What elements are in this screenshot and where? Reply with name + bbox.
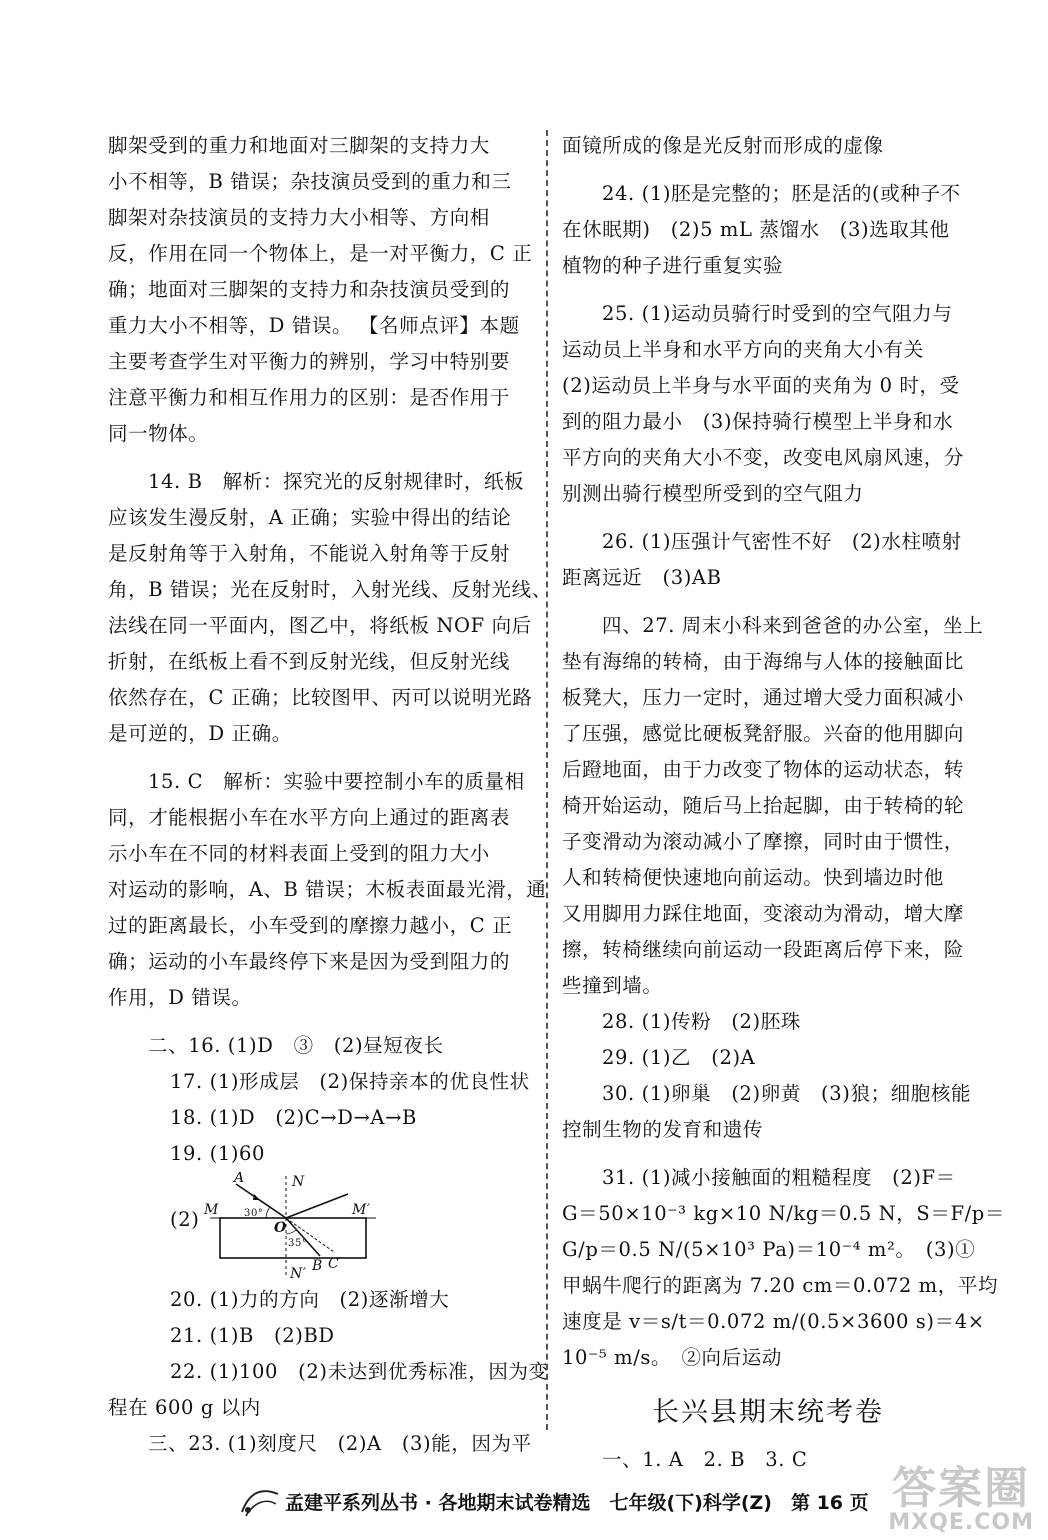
text-line: 重力大小不相等，D 错误。 【名师点评】本题 bbox=[108, 314, 520, 337]
answers-28-30 bbox=[562, 1004, 974, 1148]
text-line: 注意平衡力和相互作用力的区别：是否作用于 bbox=[108, 386, 511, 409]
label-C: C bbox=[328, 1256, 340, 1272]
q14-answer bbox=[108, 464, 552, 752]
text-line: 26. (1)压强计气密性不好 (2)水柱喷射 bbox=[602, 530, 962, 553]
text-line: 主要考查学生对平衡力的辨别，学习中特别要 bbox=[108, 350, 511, 373]
diagram-part-label: (2) bbox=[170, 1208, 200, 1231]
answer-30: 30. (1)卵巢 (2)卵黄 (3)狼；细胞核能 bbox=[602, 1082, 972, 1105]
text-line: 椅开始运动，随后马上抬起脚，由于转椅的轮 bbox=[562, 794, 965, 817]
text-line: 对运动的影响，A、B 错误；木板表面最光滑，通 bbox=[108, 878, 547, 901]
text-line: 又用脚用力踩住地面，变滚动为滑动，增大摩 bbox=[562, 902, 965, 925]
q31-answer bbox=[562, 1160, 1005, 1376]
answer-22-continued: 程在 600 g 以内 bbox=[108, 1396, 261, 1419]
text-line: 作用，D 错误。 bbox=[108, 986, 252, 1009]
text-line: G＝50×10⁻³ kg×10 N/kg＝0.5 N，S＝F/p＝ bbox=[562, 1202, 1005, 1225]
text-line: 14. B 解析：探究光的反射规律时，纸板 bbox=[148, 470, 525, 493]
text-line: 垫有海绵的转椅，由于海绵与人体的接触面比 bbox=[562, 650, 965, 673]
text-line: 些撞到墙。 bbox=[562, 974, 663, 997]
refracted-ray bbox=[286, 1218, 320, 1256]
right-column bbox=[562, 128, 1005, 1478]
text-line: 脚架对杂技演员的支持力大小相等、方向相 bbox=[108, 206, 490, 229]
label-M: M bbox=[204, 1202, 219, 1218]
label-angle-35: 35° bbox=[288, 1238, 308, 1249]
answer-23: 三、23. (1)刻度尺 (2)A (3)能，因为平 bbox=[148, 1432, 532, 1455]
answer-22: 22. (1)100 (2)未达到优秀标准，因为变 bbox=[170, 1360, 549, 1383]
answers-16-19 bbox=[108, 1028, 532, 1172]
text-line: 子变滑动为滚动减小了摩擦，同时由于惯性， bbox=[562, 830, 965, 853]
text-line: 一、1. A 2. B 3. C bbox=[602, 1448, 808, 1471]
text-line: 甲蜗牛爬行的距离为 7.20 cm＝0.072 m，平均 bbox=[562, 1274, 999, 1297]
text-line: 别测出骑行模型所受到的空气阻力 bbox=[562, 482, 864, 505]
text-line: 角，B 错误；光在反射时，入射光线、反射光线、 bbox=[108, 578, 552, 601]
text-line: 依然存在，C 正确；比较图甲、丙可以说明光路 bbox=[108, 686, 533, 709]
text-line: 同一物体。 bbox=[108, 422, 209, 445]
text-line: 平方向的夹角大小不变，改变电风扇风速，分 bbox=[562, 446, 965, 469]
text-line: 确；运动的小车最终停下来是因为受到阻力的 bbox=[108, 950, 511, 973]
text-line: 是反射角等于入射角，不能说入射角等于反射 bbox=[108, 542, 511, 565]
q24-answer bbox=[562, 176, 974, 284]
text-line: 板凳大，压力一定时，通过增大受力面积减小 bbox=[562, 686, 965, 709]
label-B: B bbox=[312, 1258, 323, 1274]
text-line: 距离远近 (3)AB bbox=[562, 566, 722, 589]
answers-20-23 bbox=[108, 1282, 549, 1462]
answer-20: 20. (1)力的方向 (2)逐渐增大 bbox=[170, 1288, 450, 1311]
text-line: 示小车在不同的材料表面上受到的阻力大小 bbox=[108, 842, 490, 865]
label-A: A bbox=[234, 1172, 245, 1186]
text-line: 面镜所成的像是光反射而形成的虚像 bbox=[562, 134, 884, 157]
label-N: N bbox=[292, 1174, 305, 1190]
q26-answer bbox=[562, 524, 974, 596]
q25-answer bbox=[562, 296, 974, 512]
watermark-main: 答案圈 bbox=[892, 1463, 1031, 1514]
answer-28: 28. (1)传粉 (2)胚珠 bbox=[602, 1010, 801, 1033]
text-line: 10⁻⁵ m/s。 ②向后运动 bbox=[562, 1346, 782, 1369]
text-line: 人和转椅便快速地向前运动。快到墙边时他 bbox=[562, 866, 944, 889]
text-line: 了压强，感觉比硬板凳舒服。兴奋的他用脚向 bbox=[562, 722, 965, 745]
text-line: 脚架受到的重力和地面对三脚架的支持力大 bbox=[108, 134, 490, 157]
text-line: 同，才能根据小车在水平方向上通过的距离表 bbox=[108, 806, 511, 829]
text-line: 到的阻力最小 (3)保持骑行模型上半身和水 bbox=[562, 410, 954, 433]
label-angle-30: 30° bbox=[244, 1208, 264, 1219]
answer-29: 29. (1)乙 (2)A bbox=[602, 1046, 756, 1069]
reflected-ray bbox=[286, 1194, 348, 1218]
label-N-prime: N′ bbox=[290, 1266, 307, 1282]
text-line: 四、27. 周末小科来到爸爸的办公室，坐上 bbox=[602, 614, 984, 637]
text-line: 折射，在纸板上看不到反射光线，但反射光线 bbox=[108, 650, 511, 673]
text-line: 是可逆的，D 正确。 bbox=[108, 722, 292, 745]
answer-18: 18. (1)D (2)C→D→A→B bbox=[170, 1106, 417, 1129]
watermark-url: MXQE.COM bbox=[888, 1510, 1034, 1535]
text-line: 过的距离最长，小车受到的摩擦力越小，C 正 bbox=[108, 914, 513, 937]
watermark bbox=[888, 1452, 1034, 1535]
text-line: 确；地面对三脚架的支持力和杂技演员受到的 bbox=[108, 278, 511, 301]
column-divider bbox=[546, 130, 548, 1430]
answer-17: 17. (1)形成层 (2)保持亲本的优良性状 bbox=[170, 1070, 530, 1093]
label-O: O bbox=[274, 1220, 287, 1236]
text-line: 擦，转椅继续向前运动一段距离后停下来，险 bbox=[562, 938, 965, 961]
text-line: G/p＝0.5 N/(5×10³ Pa)＝10⁻⁴ m²。 (3)① bbox=[562, 1238, 976, 1261]
q27-answer bbox=[562, 608, 984, 1004]
text-line: 速度是 v＝s/t＝0.072 m/(0.5×3600 s)＝4× bbox=[562, 1310, 985, 1333]
text-line: 小不相等，B 错误；杂技演员受到的重力和三 bbox=[108, 170, 512, 193]
q13-explanation-continued bbox=[108, 128, 532, 452]
text-line: 运动员上半身和水平方向的夹角大小有关 bbox=[562, 338, 924, 361]
footer-text: 孟建平系列丛书 · 各地期末试卷精选 七年级(下)科学(Z) 第 16 页 bbox=[285, 1492, 869, 1514]
answer-16: 二、16. (1)D ③ (2)昼短夜长 bbox=[148, 1034, 444, 1057]
text-line: 法线在同一平面内，图乙中，将纸板 NOF 向后 bbox=[108, 614, 532, 637]
text-line: 24. (1)胚是完整的；胚是活的(或种子不 bbox=[602, 182, 961, 205]
series-logo-icon bbox=[238, 1484, 282, 1520]
section-title: 长兴县期末统考卷 bbox=[652, 1397, 884, 1428]
q15-answer bbox=[108, 764, 547, 1016]
answer-30-continued: 控制生物的发育和遗传 bbox=[562, 1118, 764, 1141]
q23-continued bbox=[562, 128, 974, 164]
light-refraction-diagram bbox=[108, 1172, 532, 1282]
text-line: (2)运动员上半身与水平面的夹角为 0 时，受 bbox=[562, 374, 960, 397]
answer-21: 21. (1)B (2)BD bbox=[170, 1324, 335, 1347]
text-line: 后蹬地面，由于力改变了物体的运动状态，转 bbox=[562, 758, 965, 781]
text-line: 在休眠期) (2)5 mL 蒸馏水 (3)选取其他 bbox=[562, 218, 950, 241]
arrow-head bbox=[253, 1194, 260, 1200]
refraction-figure bbox=[200, 1172, 400, 1282]
text-line: 15. C 解析：实验中要控制小车的质量相 bbox=[148, 770, 525, 793]
text-line: 植物的种子进行重复实验 bbox=[562, 254, 784, 277]
label-M-prime: M′ bbox=[352, 1202, 371, 1218]
text-line: 反，作用在同一个物体上，是一对平衡力，C 正 bbox=[108, 242, 533, 265]
answer-19: 19. (1)60 bbox=[170, 1142, 266, 1165]
left-column bbox=[108, 128, 552, 1462]
text-line: 31. (1)减小接触面的粗糙程度 (2)F＝ bbox=[602, 1166, 956, 1189]
text-line: 应该发生漫反射，A 正确；实验中得出的结论 bbox=[108, 506, 512, 529]
text-line: 25. (1)运动员骑行时受到的空气阻力与 bbox=[602, 302, 953, 325]
